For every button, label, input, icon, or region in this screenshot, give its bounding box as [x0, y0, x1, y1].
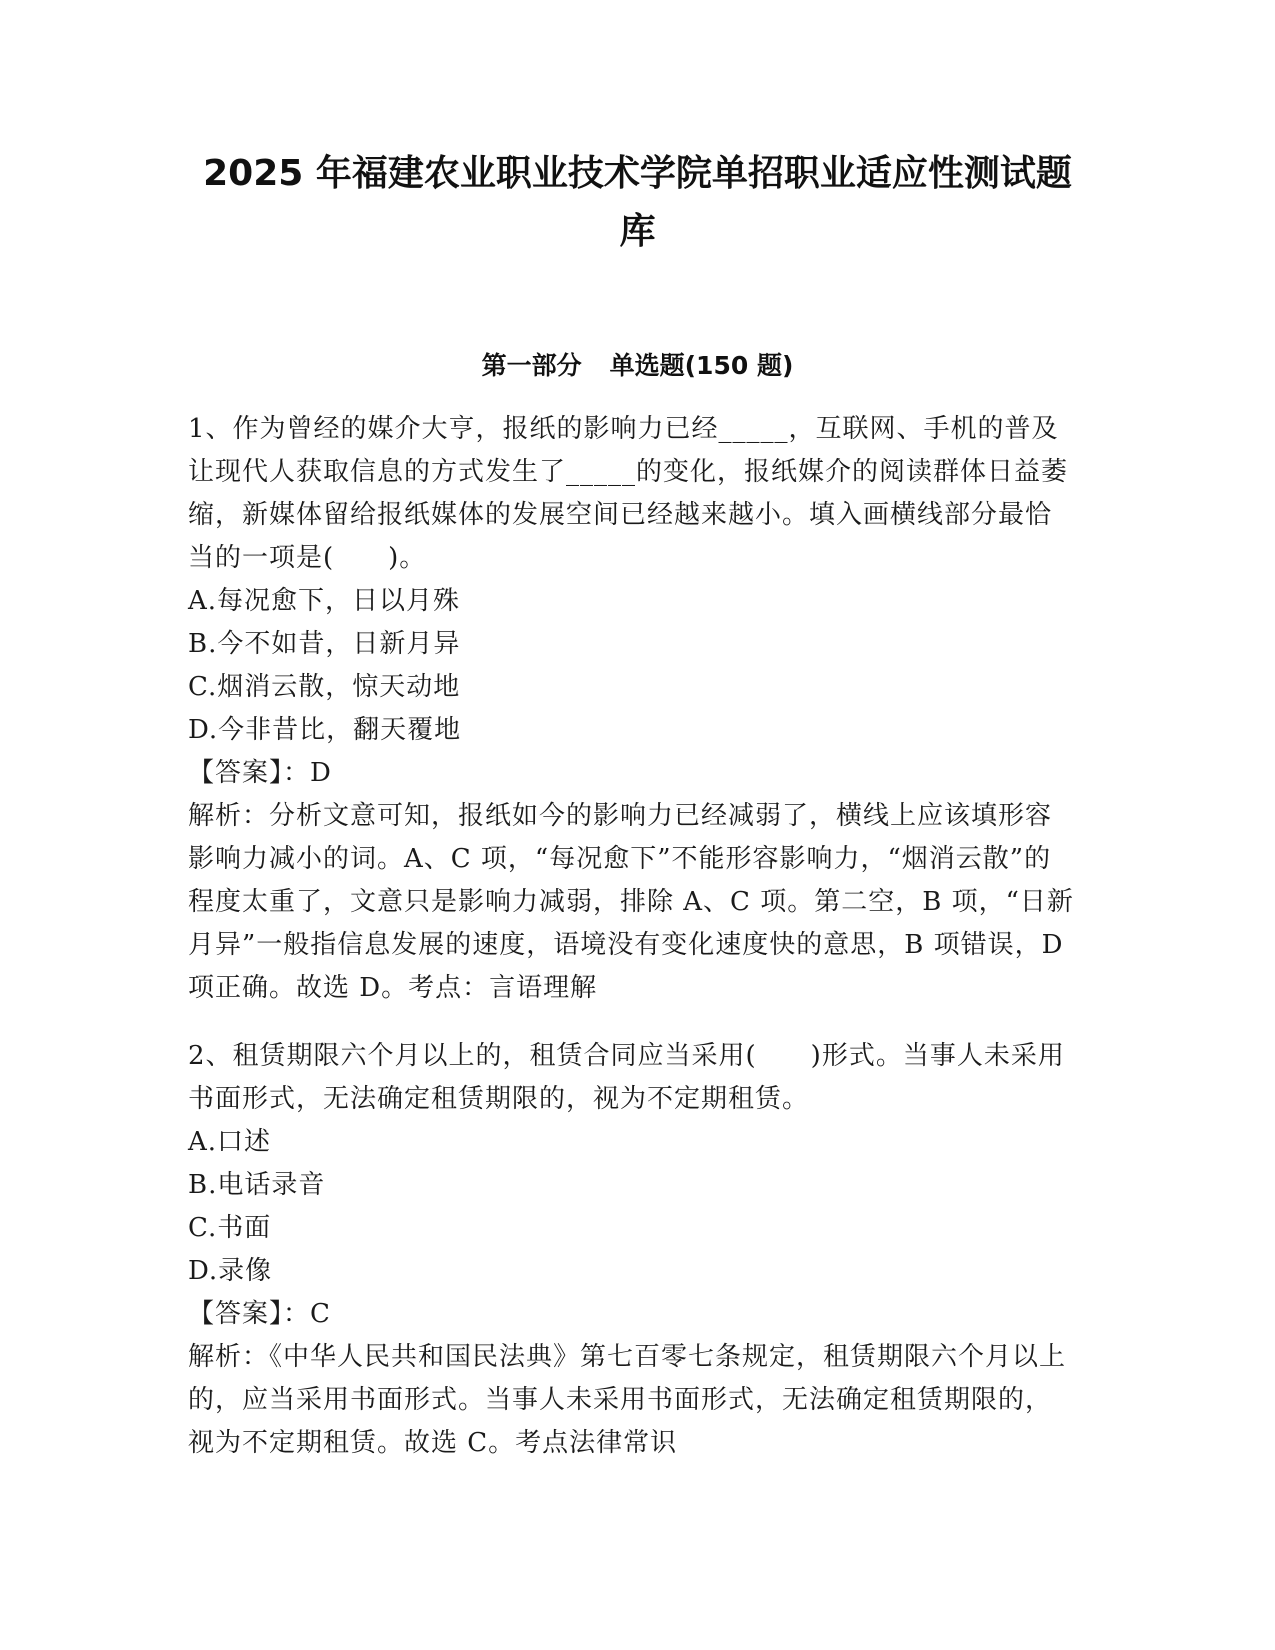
answer-label: 【答案】：	[188, 1299, 311, 1329]
document-title	[150, 145, 1125, 261]
option-a: A.每况愈下，日以月殊	[188, 586, 461, 616]
answer-value: C	[310, 1299, 331, 1329]
option-d: D.今非昔比，翻天覆地	[188, 715, 462, 745]
question-stem: 2、租赁期限六个月以上的，租赁合同应当采用( )形式。当事人未采用书面形式，无法确定租赁期限的，视为不定期租赁。	[188, 1041, 1065, 1114]
option-c: C.书面	[188, 1213, 272, 1243]
option-c: C.烟消云散，惊天动地	[188, 672, 461, 702]
section-name: 单选题(150 题)	[609, 351, 794, 380]
option-b: B.电话录音	[188, 1170, 326, 1200]
section-part: 第一部分	[481, 351, 582, 380]
option-a: A.口述	[188, 1127, 272, 1157]
answer-line	[188, 752, 1078, 795]
answer-label: 【答案】：	[188, 758, 311, 788]
answer-line	[188, 1293, 1078, 1336]
analysis-text: 解析：分析文意可知，报纸如今的影响力已经减弱了，横线上应该填形容影响力减小的词。A、C 项，“每况愈下”不能形容影响力，“烟消云散”的程度太重了，文意只是影响力减弱，排除 A、C 项。第二空，B 项，“日新月异”一般指信息发展的速度，语境没有变化速度快的意思，B 项错误，D 项正确。故选 D。考点：言语理解	[188, 801, 1074, 1003]
title-line-1: 2025 年福建农业职业技术学院单招职业适应性测试题	[203, 153, 1072, 194]
title-line-2: 库	[619, 211, 656, 252]
question-1	[188, 408, 1078, 1010]
option-b: B.今不如昔，日新月异	[188, 629, 461, 659]
analysis-text: 解析：《中华人民共和国民法典》第七百零七条规定，租赁期限六个月以上的，应当采用书面形式。当事人未采用书面形式，无法确定租赁期限的，视为不定期租赁。故选 C。考点法律常识	[188, 1342, 1067, 1458]
question-2	[188, 1035, 1078, 1465]
answer-value: D	[310, 758, 332, 788]
section-heading	[150, 348, 1125, 384]
question-stem: 1、作为曾经的媒介大亨，报纸的影响力已经_____，互联网、手机的普及让现代人获取信息的方式发生了_____的变化，报纸媒介的阅读群体日益萎缩，新媒体留给报纸媒体的发展空间已经越来越小。填入画横线部分最恰当的一项是( )。	[188, 414, 1069, 573]
option-d: D.录像	[188, 1256, 273, 1286]
